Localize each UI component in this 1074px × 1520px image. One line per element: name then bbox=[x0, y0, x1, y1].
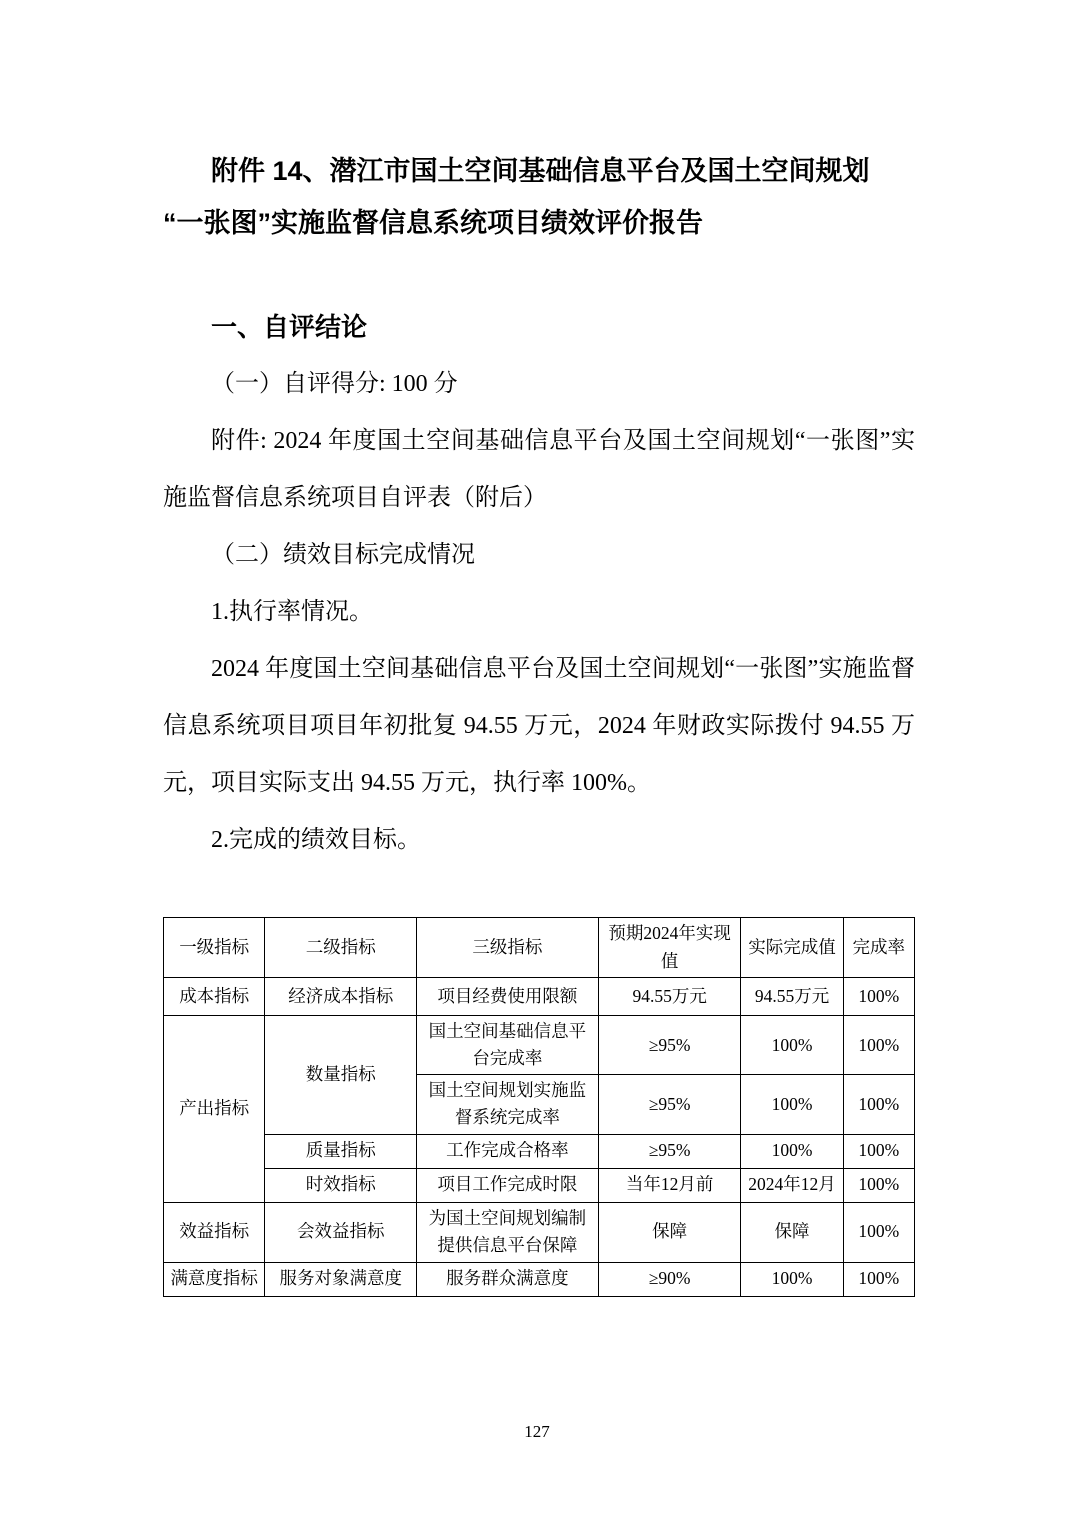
table-cell: 当年12月前 bbox=[598, 1168, 741, 1202]
header-cell-level1: 一级指标 bbox=[164, 918, 265, 978]
table-cell: 94.55万元 bbox=[741, 978, 843, 1016]
table-cell: 2024年12月 bbox=[741, 1168, 843, 1202]
header-cell-level2: 二级指标 bbox=[265, 918, 417, 978]
section-heading-conclusion: 一、自评结论 bbox=[211, 312, 368, 342]
table-cell: 94.55万元 bbox=[598, 978, 741, 1016]
table-cell: 100% bbox=[843, 1016, 914, 1075]
table-cell: 100% bbox=[843, 1202, 914, 1262]
table-cell: 100% bbox=[843, 1168, 914, 1202]
table-cell: 工作完成合格率 bbox=[417, 1134, 599, 1168]
table-cell: ≥95% bbox=[598, 1016, 741, 1075]
table-cell: ≥95% bbox=[598, 1075, 741, 1134]
table-cell: 数量指标 bbox=[265, 1016, 417, 1135]
table-cell: 100% bbox=[843, 978, 914, 1016]
table-cell: 项目工作完成时限 bbox=[417, 1168, 599, 1202]
table-cell: 质量指标 bbox=[265, 1134, 417, 1168]
performance-indicators-table bbox=[163, 917, 915, 1297]
report-title-line1: 附件 14、潜江市国土空间基础信息平台及国土空间规划 bbox=[211, 156, 870, 186]
table-cell: 时效指标 bbox=[265, 1168, 417, 1202]
table-cell: 服务对象满意度 bbox=[265, 1262, 417, 1296]
table-cell: 国土空间规划实施监督系统完成率 bbox=[417, 1075, 599, 1134]
table-row bbox=[164, 1202, 915, 1262]
table-cell: 100% bbox=[741, 1262, 843, 1296]
page-number: 127 bbox=[524, 1422, 550, 1441]
table-cell: 产出指标 bbox=[164, 1016, 265, 1203]
table-cell: 100% bbox=[843, 1075, 914, 1134]
table-row bbox=[164, 1134, 915, 1168]
table-cell: 经济成本指标 bbox=[265, 978, 417, 1016]
table-row bbox=[164, 1168, 915, 1202]
paragraph-execution-body: 2024 年度国土空间基础信息平台及国土空间规划“一张图”实施监督信息系统项目项目年初批复 94.55 万元，2024 年财政实际拨付 94.55 万元，项目实际支出 94.55 万元，执行率 100%。 bbox=[163, 656, 915, 796]
section-heading-targets: （二）绩效目标完成情况 bbox=[211, 542, 475, 568]
table-cell: 服务群众满意度 bbox=[417, 1262, 599, 1296]
report-title-line2: “一张图”实施监督信息系统项目绩效评价报告 bbox=[163, 208, 703, 238]
table-row bbox=[164, 978, 915, 1016]
table-row bbox=[164, 1016, 915, 1075]
paragraph-goals-title: 2.完成的绩效目标。 bbox=[211, 827, 421, 853]
table-cell: 成本指标 bbox=[164, 978, 265, 1016]
table-cell: 100% bbox=[741, 1075, 843, 1134]
table-cell: ≥90% bbox=[598, 1262, 741, 1296]
header-cell-rate: 完成率 bbox=[843, 918, 914, 978]
paragraph-self-score: （一）自评得分: 100 分 bbox=[211, 371, 458, 397]
table-cell: 100% bbox=[741, 1134, 843, 1168]
table-cell: 满意度指标 bbox=[164, 1262, 265, 1296]
header-cell-expected: 预期2024年实现值 bbox=[598, 918, 741, 978]
table-header-row bbox=[164, 918, 915, 978]
header-cell-actual: 实际完成值 bbox=[741, 918, 843, 978]
table-cell: ≥95% bbox=[598, 1134, 741, 1168]
table-cell: 100% bbox=[843, 1262, 914, 1296]
header-cell-level3: 三级指标 bbox=[417, 918, 599, 978]
table-cell: 国土空间基础信息平台完成率 bbox=[417, 1016, 599, 1075]
table-cell: 效益指标 bbox=[164, 1202, 265, 1262]
table-cell: 会效益指标 bbox=[265, 1202, 417, 1262]
paragraph-attachment-ref: 附件: 2024 年度国土空间基础信息平台及国土空间规划“一张图”实施监督信息系统项目自评表（附后） bbox=[163, 428, 915, 511]
table-cell: 为国土空间规划编制提供信息平台保障 bbox=[417, 1202, 599, 1262]
table-cell: 保障 bbox=[598, 1202, 741, 1262]
table-cell: 保障 bbox=[741, 1202, 843, 1262]
paragraph-execution-title: 1.执行率情况。 bbox=[211, 599, 373, 625]
table-cell: 项目经费使用限额 bbox=[417, 978, 599, 1016]
table-cell: 100% bbox=[741, 1016, 843, 1075]
table-cell: 100% bbox=[843, 1134, 914, 1168]
table-row bbox=[164, 1262, 915, 1296]
